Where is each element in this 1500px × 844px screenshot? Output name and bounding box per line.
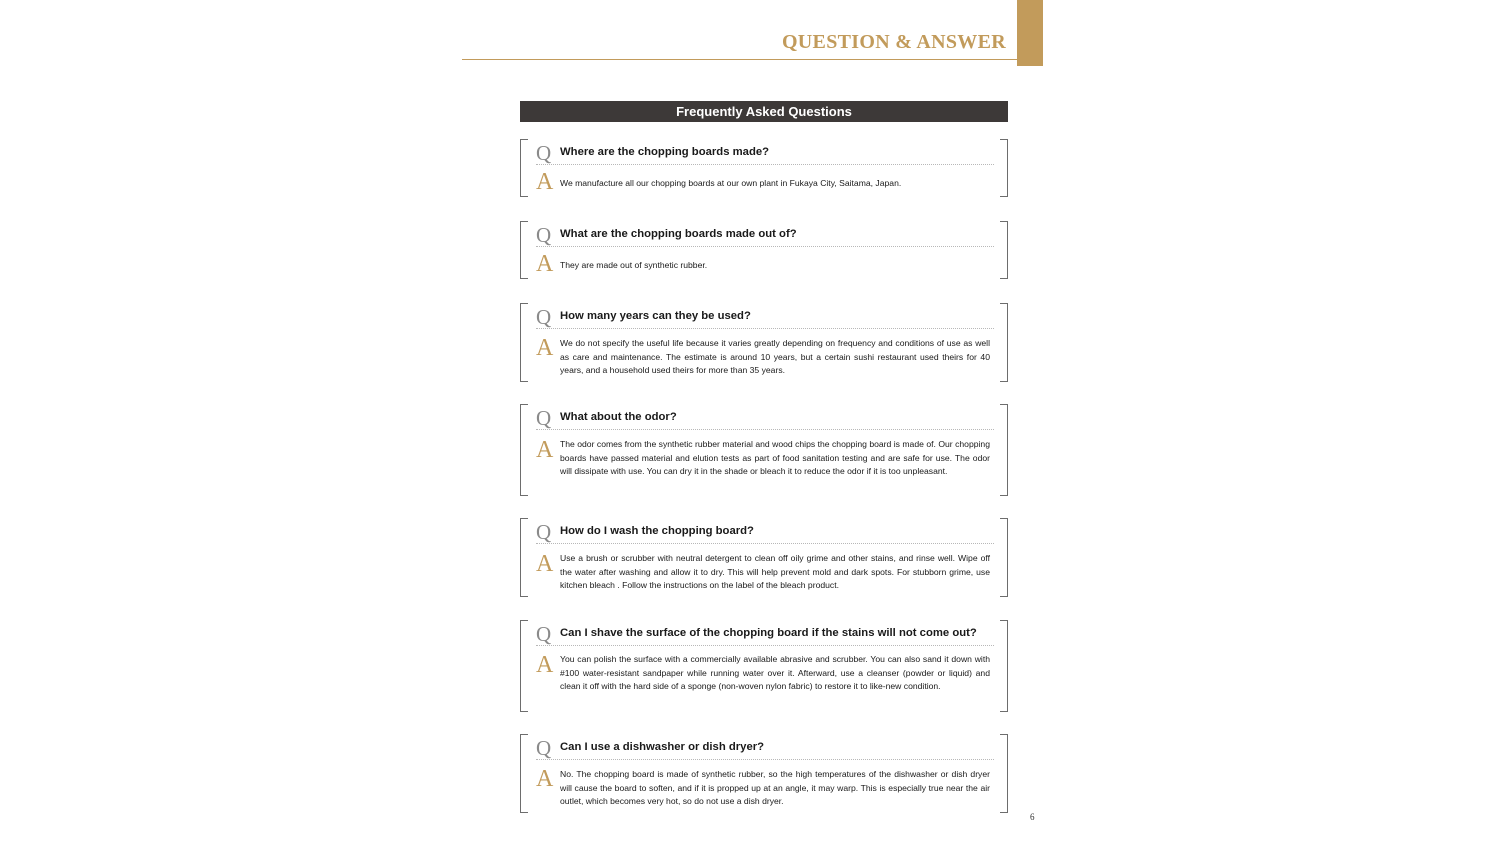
answer-marker: A [536,335,554,361]
answer-marker: A [536,551,554,577]
answer-text: Use a brush or scrubber with neutral detergent to clean off oily grime and other stains, and rinse well. Wipe off the water after washing and allow it to dry. This will help prevent mold and dark spots. For stubborn grime, use kitchen bleach . Follow the instructions on the label of the bleach product. [560,553,990,591]
faq-item [520,734,1008,813]
question-marker: Q [536,141,552,165]
faq-item [520,303,1008,382]
faq-item [520,518,1008,597]
header-divider [462,59,1018,60]
page-number: 6 [1030,812,1035,822]
faq-item [520,620,1008,712]
faq-item [520,221,1008,279]
question-row [536,406,994,430]
question-marker: Q [536,223,552,247]
question-row [536,223,994,247]
question-marker: Q [536,406,552,430]
question-text: Where are the chopping boards made? [560,146,770,158]
question-marker: Q [536,736,552,760]
faq-banner: Frequently Asked Questions [520,101,1008,122]
answer-marker: A [536,437,554,463]
question-text: What are the chopping boards made out of? [560,228,797,240]
answer-text: You can polish the surface with a commercially available abrasive and scrubber. You can also sand it down with #100 water-resistant sandpaper while running water over it. Afterward, use a cleanser (powder or liquid) and clean it off with the hard side of a sponge (non-woven nylon fabric) to restore it to like-new condition. [560,654,990,692]
answer-text: We do not specify the useful life because it varies greatly depending on frequency and conditions of use as well as care and maintenance. The estimate is around 10 years, but a certain sushi restaurant used theirs for 40 years, and a household used theirs for more than 35 years. [560,338,990,376]
question-text: Can I use a dishwasher or dish dryer? [560,741,765,753]
answer-marker: A [536,652,554,678]
page-title: QUESTION & ANSWER [781,31,1006,53]
faq-item [520,404,1008,496]
question-text: How do I wash the chopping board? [560,525,754,537]
question-marker: Q [536,305,552,329]
question-marker: Q [536,622,552,646]
question-row [536,622,994,646]
answer-text: We manufacture all our chopping boards at our own plant in Fukaya City, Saitama, Japan. [560,178,902,188]
answer-text: No. The chopping board is made of synthetic rubber, so the high temperatures of the dishwasher or dish dryer will cause the board to soften, and if it is propped up at an angle, it may warp. This is especially true near the air outlet, which becomes very hot, so do not use a dish dryer. [560,769,990,807]
question-marker: Q [536,520,552,544]
answer-text: The odor comes from the synthetic rubber material and wood chips the chopping board is made of. Our chopping boards have passed material and elution tests as part of food sanitation testing and are safe for use. The odor will dissipate with use. You can dry it in the shade or bleach it to reduce the odor if it is too unpleasant. [560,439,990,477]
faq-item [520,139,1008,197]
answer-marker: A [536,251,554,277]
answer-marker: A [536,169,554,195]
answer-text: They are made out of synthetic rubber. [560,260,708,270]
question-row [536,305,994,329]
question-text: How many years can they be used? [560,310,751,322]
question-row [536,141,994,165]
corner-tab-decoration [1017,0,1043,66]
question-text: What about the odor? [560,411,677,423]
question-row [536,520,994,544]
question-text: Can I shave the surface of the chopping board if the stains will not come out? [560,627,977,639]
answer-marker: A [536,766,554,792]
question-row [536,736,994,760]
